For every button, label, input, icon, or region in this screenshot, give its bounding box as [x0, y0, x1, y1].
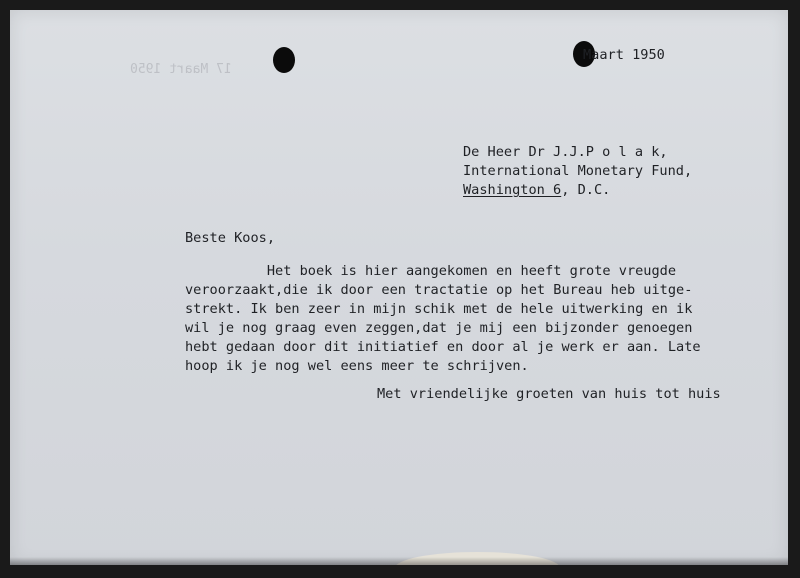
- recipient-city: Washington 6: [463, 182, 562, 198]
- letter-body: Het boek is hier aangekomen en heeft grote vreugde veroorzaakt,die ik door een tractatie op het Bureau heb uitge- strekt. Ik ben zeer in mijn schik met de hele uitwerking en ik wil je nog graag even zeggen,dat je mij een bijzonder genoegen hebt gedaan door dit initiatief en door al je werk er aan. Late hoop ik je nog wel eens meer te schrijven.: [185, 263, 701, 374]
- letter-page: [10, 10, 788, 565]
- recipient-organization: International Monetary Fund,: [463, 163, 693, 179]
- recipient-state: , D.C.: [561, 182, 611, 198]
- paper-bottom-edge: [10, 557, 788, 565]
- recipient-name: De Heer Dr J.J.P o l a k,: [463, 144, 668, 160]
- letter-date: Maart 1950: [583, 47, 665, 63]
- closing-line: Met vriendelijke groeten van huis tot huis: [377, 386, 721, 402]
- punch-hole-left: [273, 47, 295, 73]
- ghost-date-bleedthrough: 17 Maart 1950: [130, 62, 232, 77]
- recipient-address: [463, 181, 610, 200]
- salutation: Beste Koos,: [185, 230, 276, 246]
